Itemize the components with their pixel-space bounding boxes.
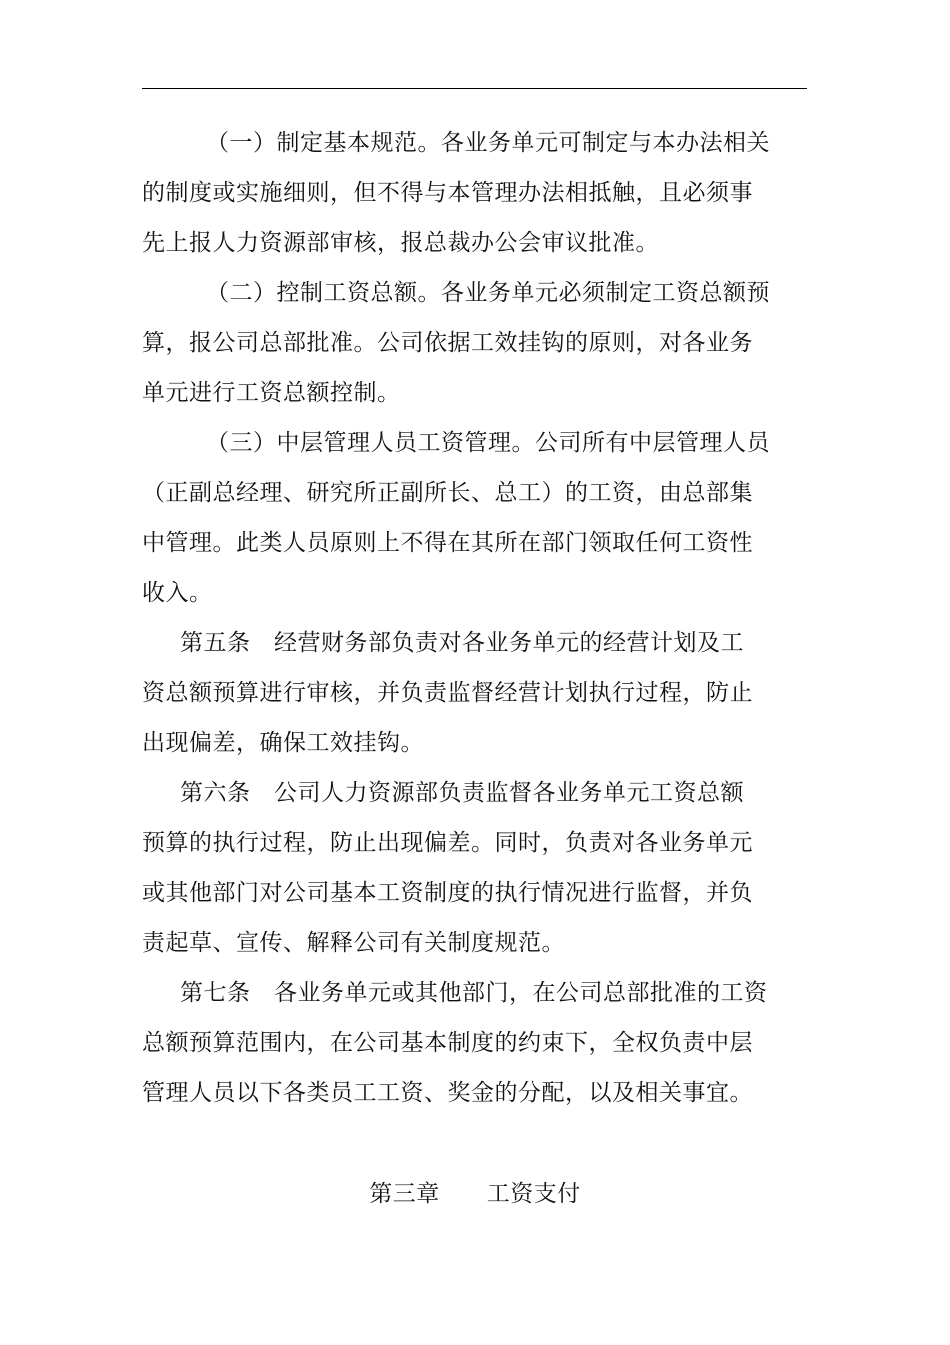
paragraph-sub-1 xyxy=(142,118,770,268)
paragraph-line: 先上报人力资源部审核，报总裁办公会审议批准。 xyxy=(142,230,659,256)
article-5 xyxy=(142,618,762,768)
paragraph-line: 算，报公司总部批准。公司依据工效挂钩的原则，对各业务 xyxy=(142,330,753,356)
paragraph-line: 或其他部门对公司基本工资制度的执行情况进行监督，并负 xyxy=(142,880,753,906)
document-body xyxy=(142,118,770,1118)
paragraph-line: 单元进行工资总额控制。 xyxy=(142,380,401,406)
paragraph-line: （一）制定基本规范。各业务单元可制定与本办法相关 xyxy=(206,130,770,156)
paragraph-line: 出现偏差，确保工效挂钩。 xyxy=(142,730,424,756)
chapter-title: 第三章 工资支付 xyxy=(369,1181,581,1207)
header-rule xyxy=(142,88,807,89)
paragraph-line: 管理人员以下各类员工工资、奖金的分配，以及相关事宜。 xyxy=(142,1080,753,1106)
paragraph-line: 第七条 各业务单元或其他部门，在公司总部批准的工资 xyxy=(180,980,768,1006)
paragraph-line: 资总额预算进行审核，并负责监督经营计划执行过程，防止 xyxy=(142,680,753,706)
paragraph-line: （正副总经理、研究所正副所长、总工）的工资，由总部集 xyxy=(142,480,753,506)
paragraph-line: 预算的执行过程，防止出现偏差。同时，负责对各业务单元 xyxy=(142,830,753,856)
paragraph-sub-3 xyxy=(142,418,770,618)
paragraph-line: 收入。 xyxy=(142,580,213,606)
paragraph-line: 责起草、宣传、解释公司有关制度规范。 xyxy=(142,930,565,956)
article-7 xyxy=(142,968,768,1118)
paragraph-line: 的制度或实施细则，但不得与本管理办法相抵触，且必须事 xyxy=(142,180,753,206)
paragraph-line: 总额预算范围内，在公司基本制度的约束下，全权负责中层 xyxy=(142,1030,753,1056)
paragraph-line: （三）中层管理人员工资管理。公司所有中层管理人员 xyxy=(206,430,770,456)
paragraph-line: 第六条 公司人力资源部负责监督各业务单元工资总额 xyxy=(180,780,744,806)
paragraph-line: （二）控制工资总额。各业务单元必须制定工资总额预 xyxy=(206,280,770,306)
paragraph-line: 第五条 经营财务部负责对各业务单元的经营计划及工 xyxy=(180,630,744,656)
paragraph-sub-2 xyxy=(142,268,770,418)
paragraph-line: 中管理。此类人员原则上不得在其所在部门领取任何工资性 xyxy=(142,530,753,556)
article-6 xyxy=(142,768,762,968)
